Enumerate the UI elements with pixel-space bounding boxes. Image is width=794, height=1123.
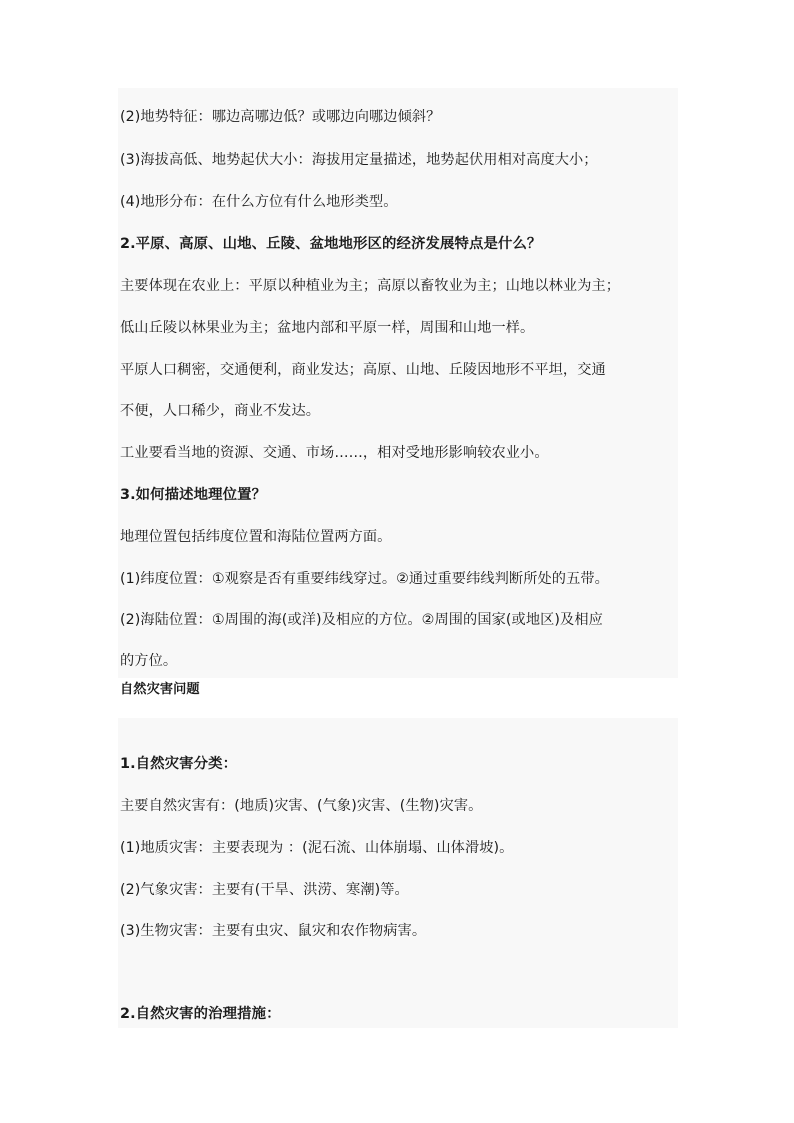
disaster-types-intro: 主要自然灾害有：(地质)灾害、(气象)灾害、(生物)灾害。 xyxy=(120,798,483,814)
population-paragraph-line-2: 不便，人口稀少，商业不发达。 xyxy=(120,403,321,419)
industry-paragraph: 工业要看当地的资源、交通、市场……，相对受地形影响较农业小。 xyxy=(120,445,549,461)
disaster-management-heading: 2.自然灾害的治理措施： xyxy=(120,1006,281,1022)
agriculture-paragraph-line-2: 低山丘陵以林果业为主；盆地内部和平原一样，周围和山地一样。 xyxy=(120,320,535,336)
disasters-section-title: 自然灾害问题 xyxy=(120,682,200,697)
geological-disaster-item: (1)地质灾害：主要表现为 ：(泥石流、山体崩塌、山体滑坡)。 xyxy=(120,840,514,856)
latitude-position-item: (1)纬度位置：①观察是否有重要纬线穿过。②通过重要纬线判断所处的五带。 xyxy=(120,571,609,587)
sea-land-position-line-1: (2)海陆位置：①周围的海(或洋)及相应的方位。②周围的国家(或地区)及相应 xyxy=(120,612,603,628)
biological-disaster-item: (3)生物灾害：主要有虫灾、鼠灾和农作物病害。 xyxy=(120,923,427,939)
content-block-top xyxy=(118,88,678,678)
population-paragraph-line-1: 平原人口稠密，交通便利，商业发达；高原、山地、丘陵因地形不平坦，交通 xyxy=(120,362,606,378)
agriculture-paragraph-line-1: 主要体现在农业上：平原以种植业为主；高原以畜牧业为主；山地以林业为主； xyxy=(120,278,621,294)
terrain-trend-item: (2)地势特征：哪边高哪边低？或哪边向哪边倾斜？ xyxy=(120,109,441,125)
sea-land-position-line-2: 的方位。 xyxy=(120,653,178,669)
meteorological-disaster-item: (2)气象灾害：主要有(干旱、洪涝、寒潮)等。 xyxy=(120,882,409,898)
location-intro: 地理位置包括纬度位置和海陆位置两方面。 xyxy=(120,529,392,545)
elevation-relief-item: (3)海拔高低、地势起伏大小：海拔用定量描述，地势起伏用相对高度大小； xyxy=(120,152,598,168)
landform-distribution-item: (4)地形分布：在什么方位有什么地形类型。 xyxy=(120,194,398,210)
economic-features-heading: 2.平原、高原、山地、丘陵、盆地地形区的经济发展特点是什么？ xyxy=(120,236,542,252)
disaster-classification-heading: 1.自然灾害分类： xyxy=(120,756,238,772)
location-heading: 3.如何描述地理位置？ xyxy=(120,487,267,503)
